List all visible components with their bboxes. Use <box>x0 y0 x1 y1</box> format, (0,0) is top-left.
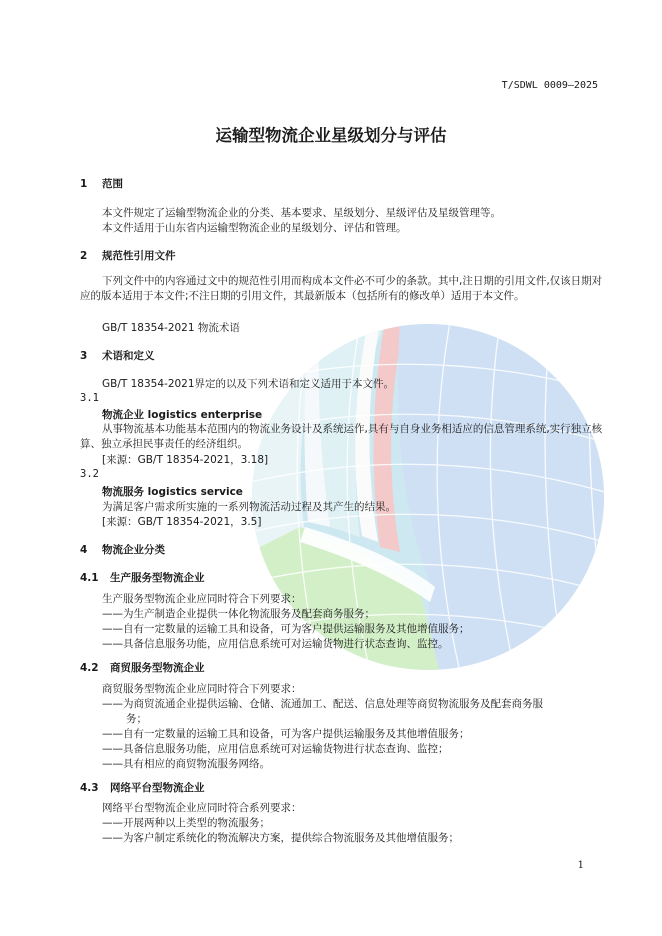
list-item: ——自有一定数量的运输工具和设备，可为客户提供运输服务及其他增值服务； <box>102 728 470 740</box>
subsection-number: 4.3 <box>80 782 99 794</box>
list-item: ——为生产制造企业提供一体化物流服务及配套商务服务； <box>102 608 375 620</box>
list-item: ——具有相应的商贸物流服务网络。 <box>102 758 270 770</box>
section-1-heading <box>80 176 123 191</box>
subsection-title: 生产服务型物流企业 <box>110 572 205 584</box>
section-title: 物流企业分类 <box>102 544 165 556</box>
term-source: [来源：GB/T 18354-2021，3.18] <box>102 454 269 466</box>
section-4-heading <box>80 542 165 557</box>
section-number: 3 <box>80 350 88 362</box>
subsection-title: 商贸服务型物流企业 <box>110 662 205 674</box>
term-definition: 从事物流基本功能基本范围内的物流业务设计及系统运作,具有与自身业务相适应的信息管理系统,实行独立核算、独立承担民事责任的经济组织。 <box>80 423 603 450</box>
subsection-4-3-heading <box>80 780 205 795</box>
paragraph: 本文件适用于山东省内运输型物流企业的星级划分、评估和管理。 <box>102 222 407 234</box>
subsection-title: 网络平台型物流企业 <box>110 782 205 794</box>
list-item: ——为商贸流通企业提供运输、仓储、流通加工、配送、信息处理等商贸物流服务及配套商务服 <box>102 698 543 710</box>
list-item: ——自有一定数量的运输工具和设备，可为客户提供运输服务及其他增值服务； <box>102 623 470 635</box>
paragraph: 生产服务型物流企业应同时符合下列要求： <box>102 593 302 605</box>
section-number: 1 <box>80 178 88 190</box>
section-number: 2 <box>80 250 88 262</box>
term-number: 3.1 <box>80 392 99 404</box>
subsection-number: 4.2 <box>80 662 99 674</box>
section-title: 术语和定义 <box>102 350 155 362</box>
list-item: ——为客户制定系统化的物流解决方案，提供综合物流服务及其他增值服务； <box>102 832 459 844</box>
paragraph: 下列文件中的内容通过文中的规范性引用而构成本文件必不可少的条款。其中,注日期的引用文件,仅该日期对应的版本适用于本文件;不注日期的引用文件，其最新版本（包括所有的修改单）适用于本文件。 <box>80 275 603 302</box>
list-item: ——具备信息服务功能，应用信息系统可对运输货物进行状态查询、监控； <box>102 743 449 755</box>
subsection-4-2-heading <box>80 660 205 675</box>
paragraph: 本文件规定了运输型物流企业的分类、基本要求、星级划分、星级评估及星级管理等。 <box>102 207 501 219</box>
paragraph: GB/T 18354-2021界定的以及下列术语和定义适用于本文件。 <box>102 378 395 390</box>
term-title: 物流服务 logistics service <box>102 486 243 498</box>
paragraph: 商贸服务型物流企业应同时符合下列要求： <box>102 683 302 695</box>
reference-entry: GB/T 18354-2021 物流术语 <box>102 322 240 334</box>
page-title: 运输型物流企业星级划分与评估 <box>215 126 447 145</box>
section-title: 范围 <box>102 178 123 190</box>
list-item-continuation: 务； <box>126 713 147 725</box>
paragraph: 网络平台型物流企业应同时符合系列要求： <box>102 802 302 814</box>
term-source: [来源：GB/T 18354-2021，3.5] <box>102 516 262 528</box>
section-3-heading <box>80 348 155 363</box>
section-title: 规范性引用文件 <box>102 250 176 262</box>
standard-code: T/SDWL 0009—2025 <box>501 80 598 91</box>
term-number: 3.2 <box>80 468 99 480</box>
list-item: ——具备信息服务功能，应用信息系统可对运输货物进行状态查询、监控。 <box>102 638 449 650</box>
term-definition: 为满足客户需求所实施的一系列物流活动过程及其产生的结果。 <box>102 501 396 513</box>
section-2-heading <box>80 248 176 263</box>
subsection-number: 4.1 <box>80 572 99 584</box>
term-title: 物流企业 logistics enterprise <box>102 409 263 421</box>
page-number: 1 <box>577 860 584 871</box>
list-item: ——开展两种以上类型的物流服务； <box>102 817 270 829</box>
subsection-4-1-heading <box>80 570 205 585</box>
section-number: 4 <box>80 544 88 556</box>
